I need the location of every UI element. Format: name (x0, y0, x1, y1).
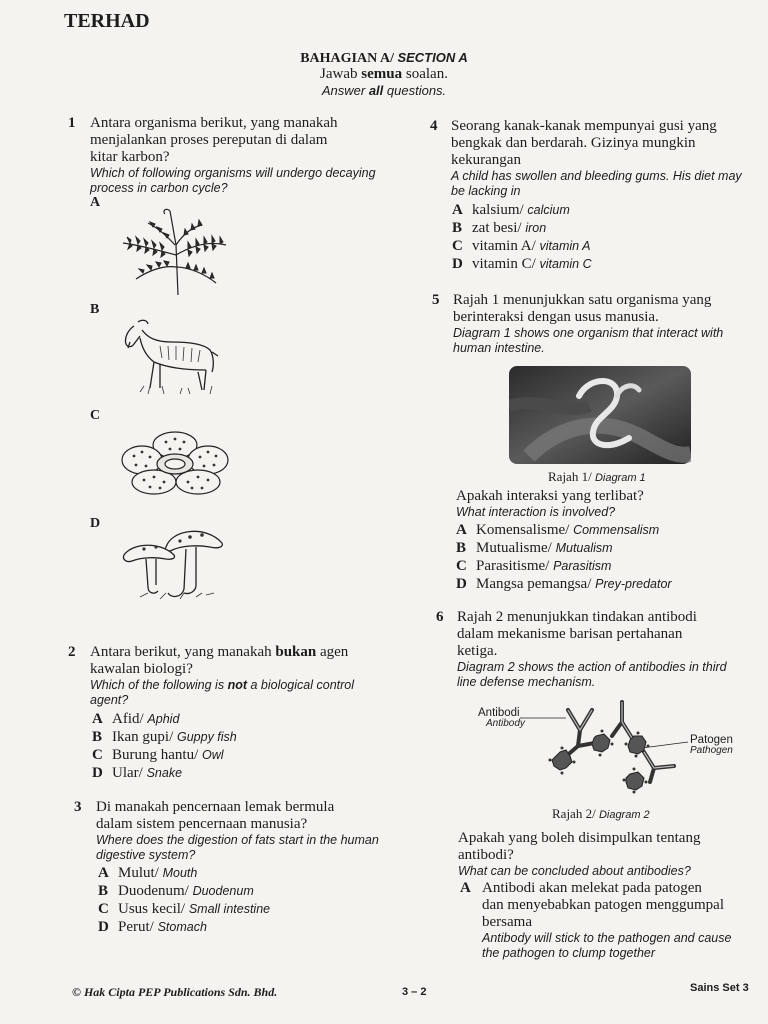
rafflesia-flower-image (120, 430, 230, 496)
q6-question: Apakah yang boleh disimpulkan tentang antibodi? What can be concluded about antibodies? (458, 830, 701, 878)
mushroom-image (120, 525, 226, 603)
q1-option-d-label: D (90, 516, 101, 531)
q4-stem: Seorang kanak-kanak mempunyai gusi yang bengkak dan berdarah. Gizinya mungkin kekurangan A child has swollen and bleeding gums. His diet may be lacking in (451, 118, 742, 198)
q5-options (456, 521, 672, 593)
q6-option-a[interactable]: A Antibodi akan melekat pada patogen dan menyebabkan patogen menggumpal bersama Antibody will stick to the pathogen and cause the pathogen to clump together (460, 880, 732, 960)
header-label: TERHAD (64, 10, 150, 32)
footer-copyright: © Hak Cipta PEP Publications Sdn. Bhd. (72, 985, 278, 999)
q2-option-a[interactable]: A Afid/ Aphid (92, 711, 180, 727)
section-instruction-ms: Jawab semua soalan. (320, 66, 448, 82)
q4-options (452, 201, 592, 273)
q1-stem: Antara organisma berikut, yang manakah menjalankan proses pereputan di dalam kitar karbon? Which of following organisms will undergo decaying process in carbon cycle? (90, 115, 376, 195)
q2-number: 2 (68, 644, 76, 660)
q2-options (92, 710, 237, 782)
q3-options (98, 864, 270, 936)
footer-set: Sains Set 3 (690, 982, 749, 994)
footer-page-number: 3 – 2 (402, 986, 427, 998)
q5-option-a[interactable]: A Komensalisme/ Commensalism (456, 522, 660, 538)
goat-image (120, 318, 220, 396)
section-title: BAHAGIAN A/ SECTION A (300, 50, 468, 66)
q4-option-a[interactable]: A kalsium/ calcium (452, 202, 570, 218)
section-instruction-en: Answer all questions. (321, 83, 447, 98)
antibody-label: Antibodi Antibody (478, 707, 525, 729)
fern-plant-image (118, 205, 228, 297)
q3-option-c[interactable]: C Usus kecil/ Small intestine (98, 901, 271, 917)
pathogen-label: Patogen Pathogen (690, 734, 733, 756)
q2-option-c[interactable]: C Burung hantu/ Owl (92, 747, 224, 763)
q3-option-a[interactable]: A Mulut/ Mouth (98, 865, 198, 881)
q4-option-c[interactable]: C vitamin A/ vitamin A (452, 238, 591, 254)
diagram-2-caption: Rajah 2/ Diagram 2 (552, 806, 650, 821)
q5-question: Apakah interaksi yang terlibat? What interaction is involved? (456, 488, 644, 519)
q5-option-b[interactable]: B Mutualisme/ Mutualism (456, 540, 613, 556)
q2-option-b[interactable]: B Ikan gupi/ Guppy fish (92, 729, 237, 745)
q6-number: 6 (436, 609, 444, 625)
q1-option-b-label: B (90, 302, 100, 317)
q1-option-a-label: A (90, 195, 101, 210)
q4-option-b[interactable]: B zat besi/ iron (452, 220, 547, 236)
q3-option-b[interactable]: B Duodenum/ Duodenum (98, 883, 254, 899)
q1-number: 1 (68, 115, 76, 131)
q4-option-d[interactable]: D vitamin C/ vitamin C (452, 256, 592, 272)
q5-option-d[interactable]: D Mangsa pemangsa/ Prey-predator (456, 576, 672, 592)
q6-stem: Rajah 2 menunjukkan tindakan antibodi dalam mekanisme barisan pertahanan ketiga. Diagram 2 shows the action of antibodies in third line defense mechanism. (457, 609, 727, 689)
q1-option-c-label: C (90, 408, 101, 423)
q3-number: 3 (74, 799, 82, 815)
q3-option-d[interactable]: D Perut/ Stomach (98, 919, 207, 935)
q2-option-d[interactable]: D Ular/ Snake (92, 765, 183, 781)
diagram-2-antibody-svg (520, 698, 690, 800)
diagram-1-caption: Rajah 1/ Diagram 1 (548, 469, 646, 484)
q5-option-c[interactable]: C Parasitisme/ Parasitism (456, 558, 612, 574)
q3-stem: Di manakah pencernaan lemak bermula dalam sistem pencernaan manusia? Where does the digestion of fats start in the human digestive system? (96, 799, 379, 862)
q4-number: 4 (430, 118, 438, 134)
diagram-1-worm-photo (509, 366, 691, 464)
q5-stem: Rajah 1 menunjukkan satu organisma yang berinteraksi dengan usus manusia. Diagram 1 shows one organism that interact with human intestine. (453, 292, 724, 355)
q2-stem: Antara berikut, yang manakah bukan agen kawalan biologi? Which of the following is not a biological control agent? (90, 644, 355, 707)
q5-number: 5 (432, 292, 440, 308)
